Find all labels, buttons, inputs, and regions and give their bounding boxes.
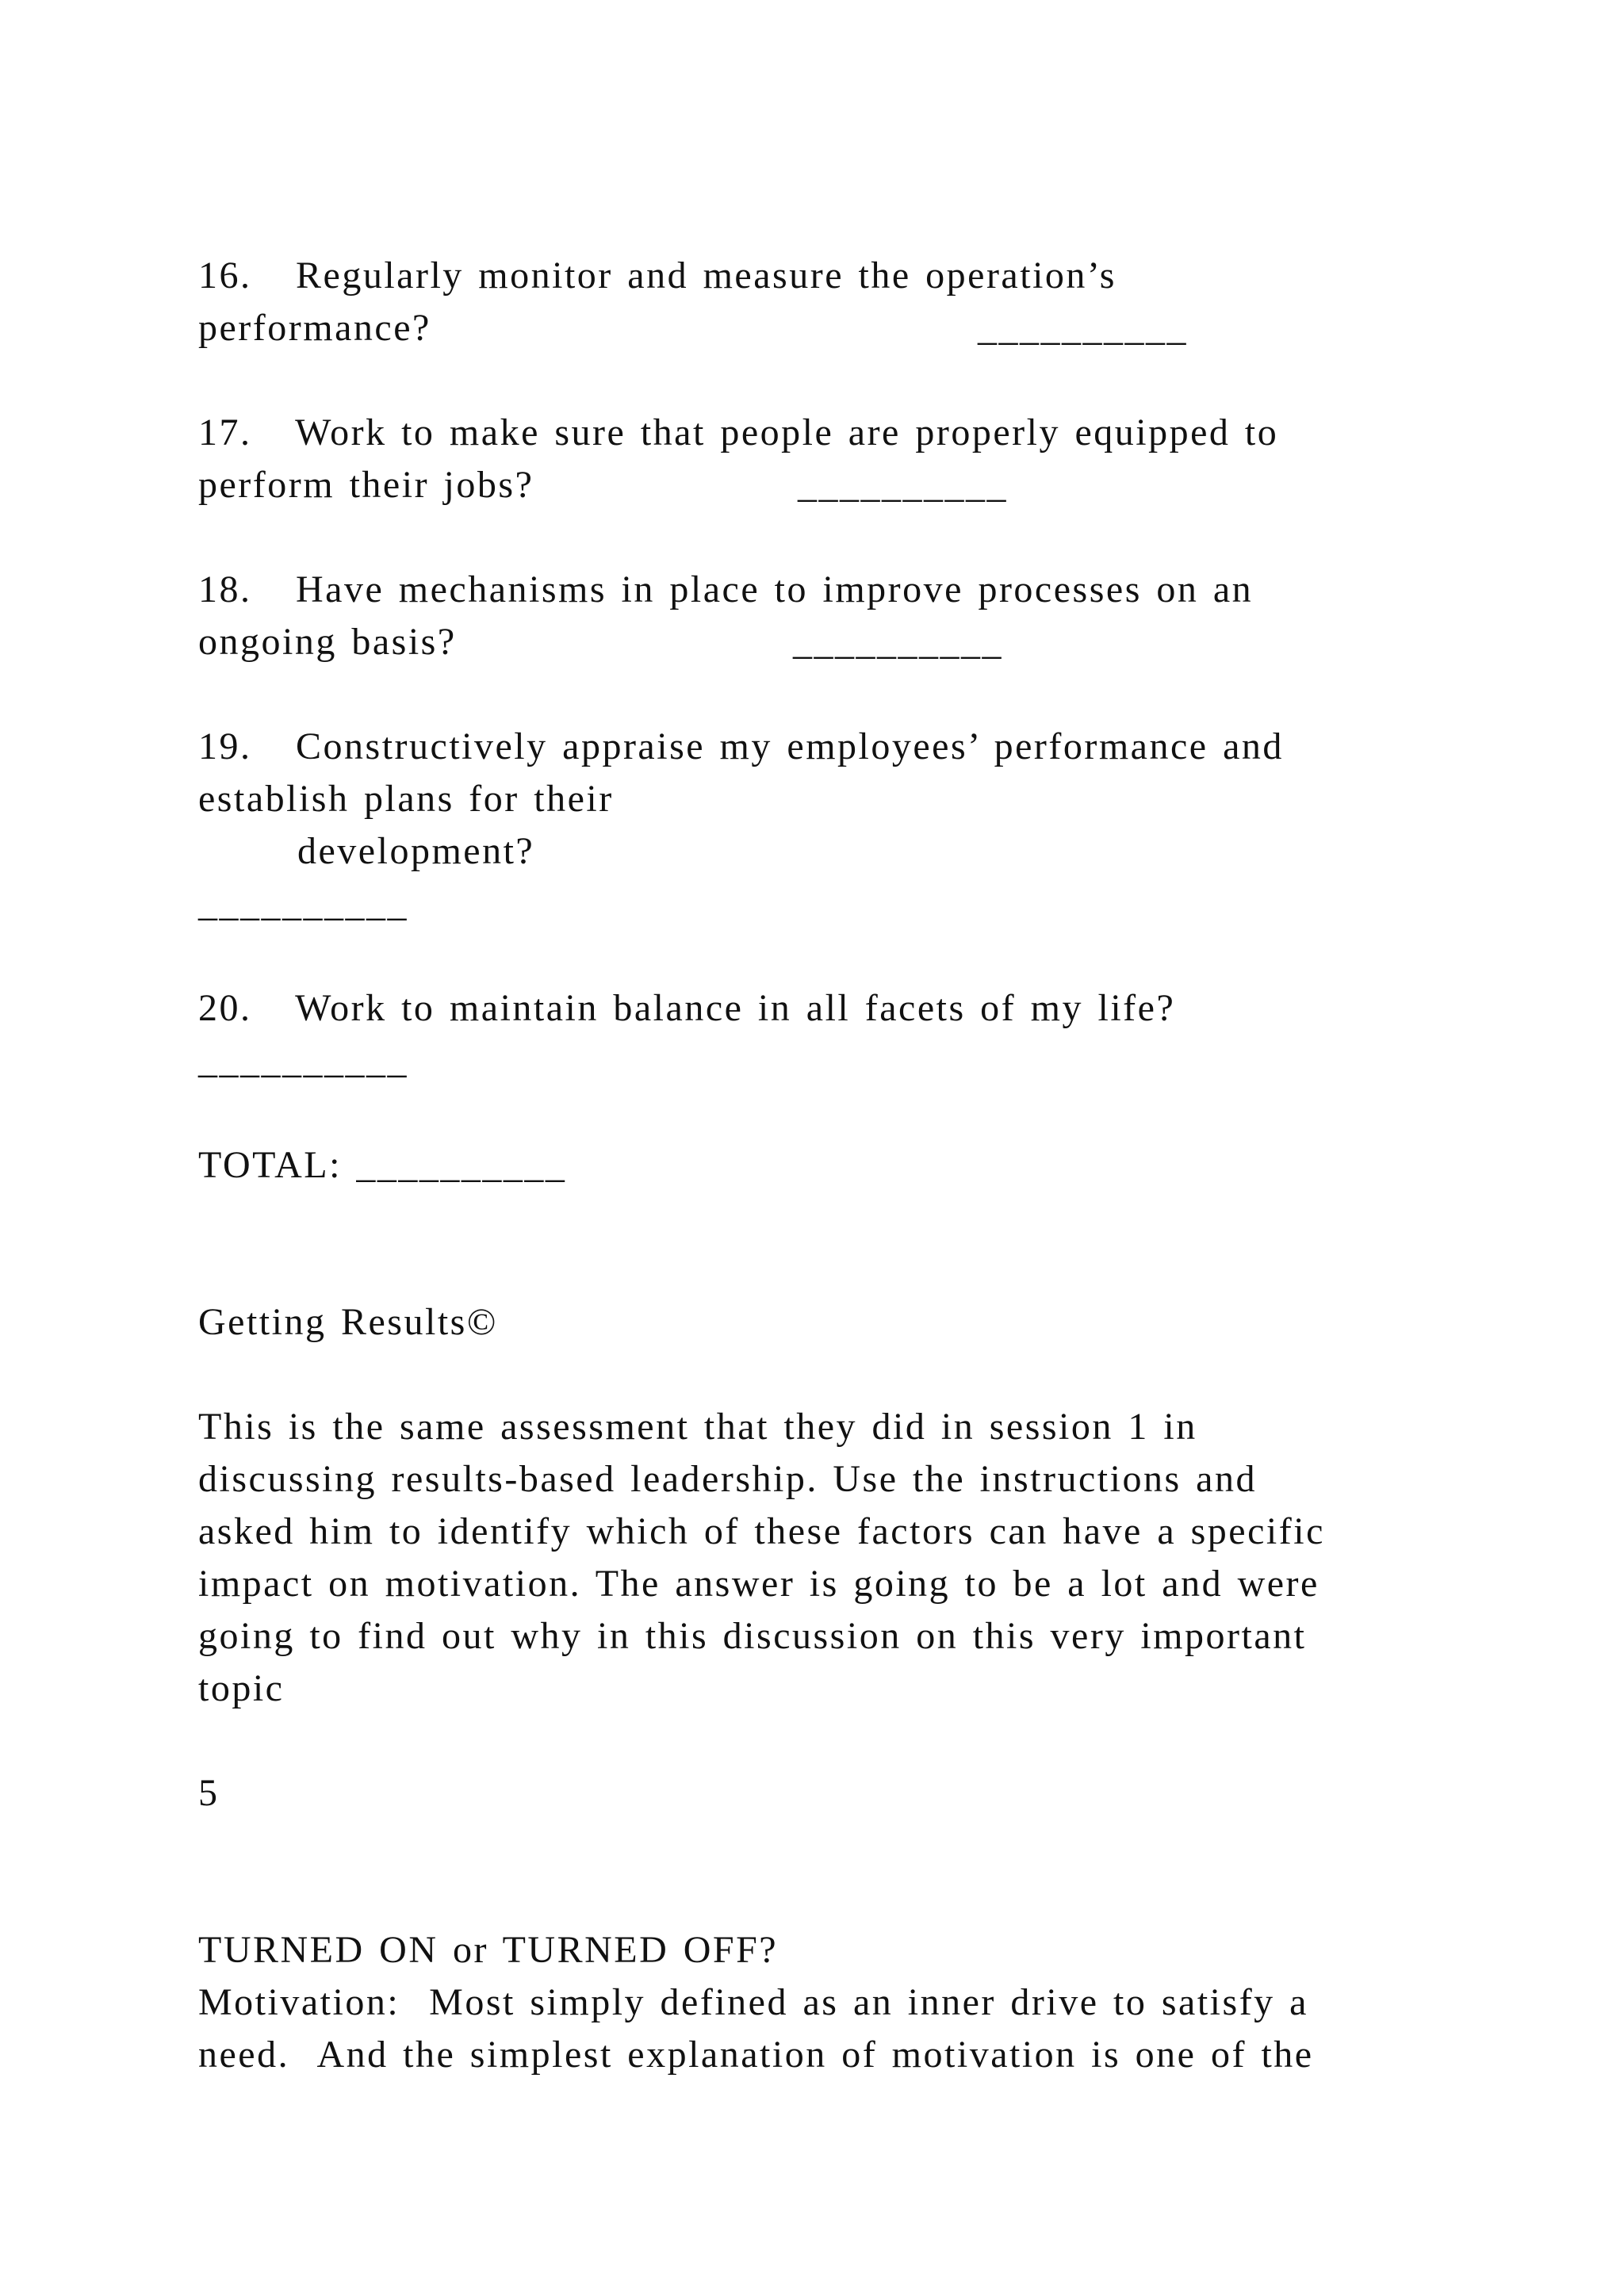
item-18-line-1 — [198, 564, 1253, 615]
total-label: TOTAL: — [198, 1144, 342, 1186]
item-18-text: Have mechanisms in place to improve processes on an — [296, 568, 1254, 610]
paragraph-line-4: impact on motivation. The answer is going to be a lot and were — [198, 1563, 1320, 1605]
section-title: Getting Results© — [198, 1301, 498, 1343]
item-17-answer-blank[interactable]: __________ — [798, 464, 1008, 506]
item-18-answer-blank[interactable]: __________ — [793, 621, 1003, 663]
item-16-line-2 — [198, 303, 431, 354]
item-19-answer-blank[interactable]: __________ — [198, 882, 408, 924]
item-16-text-cont: performance? — [198, 307, 431, 349]
section-heading: TURNED ON or TURNED OFF? — [198, 1929, 779, 1971]
total-line — [198, 1140, 566, 1191]
paragraph-line-5: going to find out why in this discussion on this very important — [198, 1615, 1307, 1657]
item-19-line-3 — [297, 826, 534, 877]
paragraph-line-6: topic — [198, 1667, 285, 1709]
item-19-number: 19. — [198, 725, 252, 767]
item-16-answer-blank[interactable]: __________ — [978, 307, 1188, 349]
item-16-text: Regularly monitor and measure the operation’s — [296, 254, 1116, 297]
item-17-text-cont: perform their jobs? — [198, 464, 534, 506]
paragraph-line-2: discussing results-based leadership. Use the instructions and — [198, 1458, 1257, 1500]
paragraph-line-3: asked him to identify which of these factors can have a specific — [198, 1510, 1325, 1552]
item-19-text-cont-2: development? — [297, 830, 535, 872]
motivation-line-2: need. And the simplest explanation of motivation is one of the — [198, 2034, 1314, 2076]
page-number: 5 — [198, 1772, 220, 1814]
motivation-line-1: Motivation: Most simply defined as an inner drive to satisfy a — [198, 1981, 1308, 2023]
item-18-line-2 — [198, 617, 457, 668]
item-18-number: 18. — [198, 568, 252, 610]
item-17-line-2 — [198, 460, 534, 511]
item-16-line-1 — [198, 251, 1116, 301]
total-answer-blank[interactable]: __________ — [356, 1144, 567, 1186]
item-20-number: 20. — [198, 987, 252, 1029]
item-19-text: Constructively appraise my employees’ performance and — [296, 725, 1284, 767]
paragraph-line-1: This is the same assessment that they did in session 1 in — [198, 1406, 1197, 1448]
item-20-text: Work to maintain balance in all facets of my life? — [295, 987, 1176, 1029]
item-17-number: 17. — [198, 411, 252, 453]
item-19-line-1 — [198, 721, 1284, 772]
item-19-line-2 — [198, 774, 614, 825]
item-16-number: 16. — [198, 254, 252, 297]
item-17-line-1 — [198, 408, 1278, 458]
item-20-answer-blank[interactable]: __________ — [198, 1039, 408, 1081]
item-18-text-cont: ongoing basis? — [198, 621, 457, 663]
item-17-text: Work to make sure that people are properly equipped to — [295, 411, 1279, 453]
item-20-line-1 — [198, 983, 1175, 1034]
item-19-text-cont: establish plans for their — [198, 778, 614, 820]
